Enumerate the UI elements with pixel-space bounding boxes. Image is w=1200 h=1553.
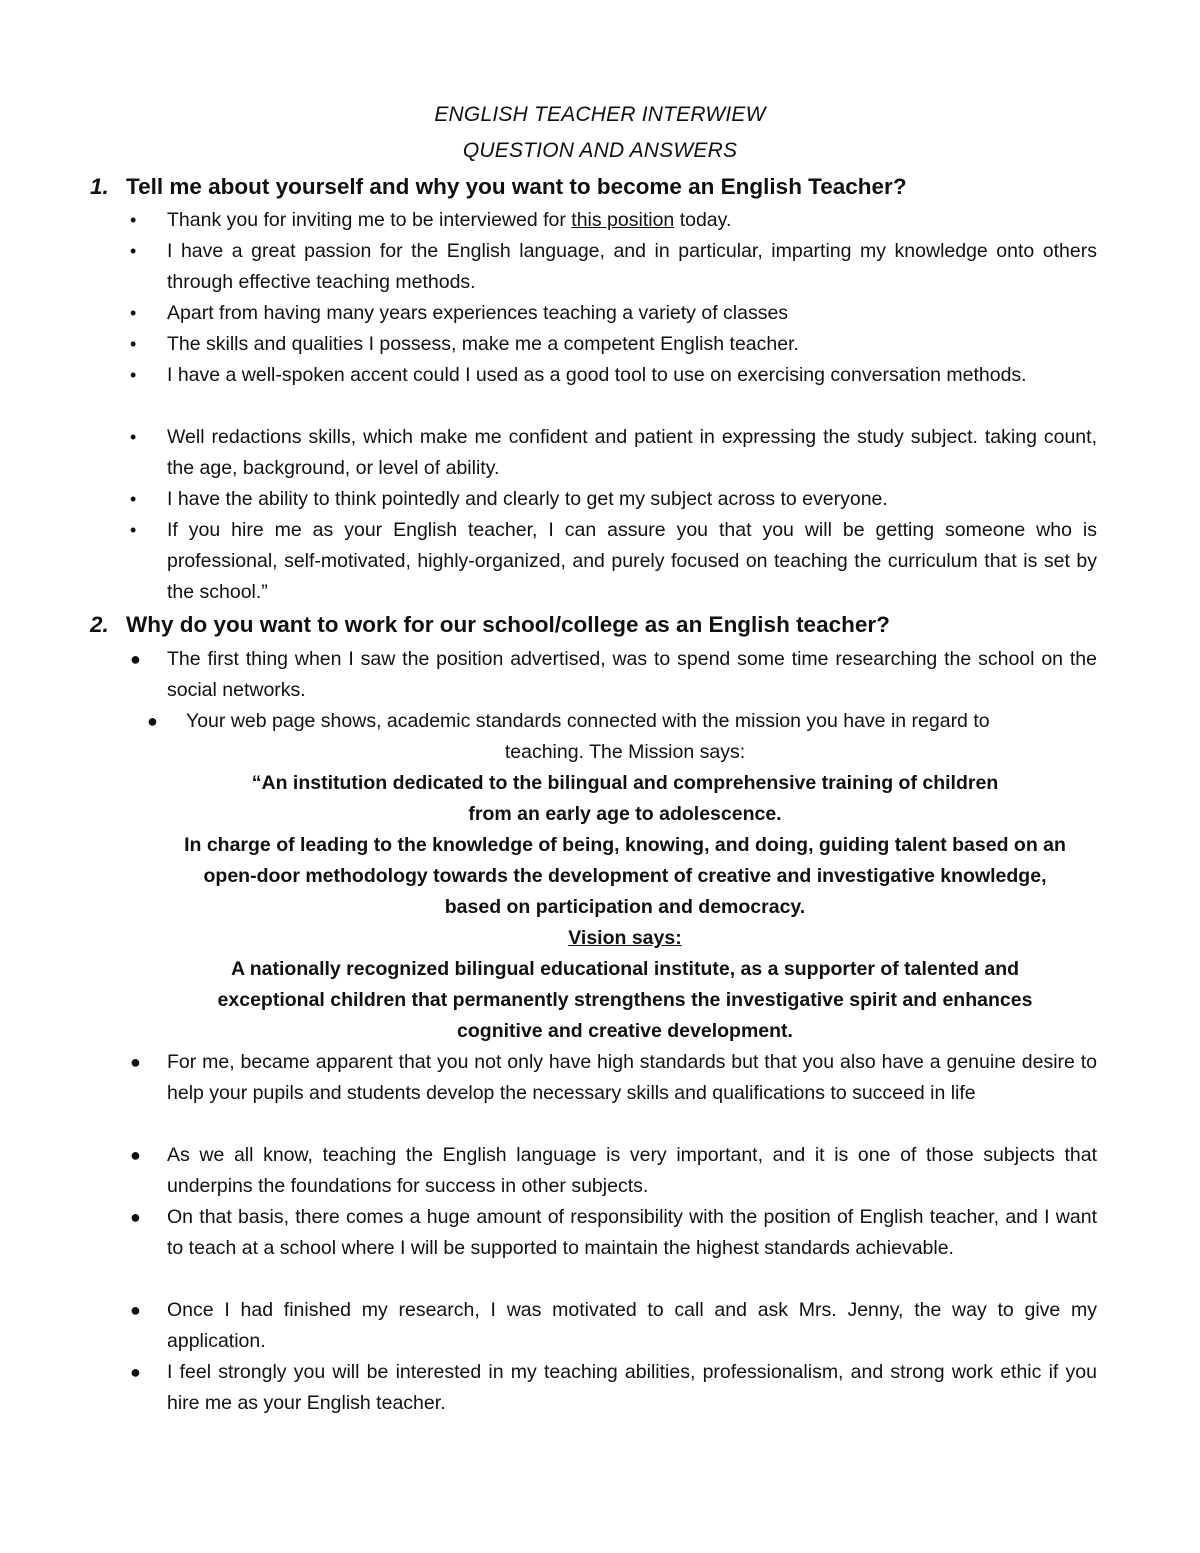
list-item: The skills and qualities I possess, make me a competent English teacher.: [167, 333, 799, 355]
list-item-text: today.: [674, 209, 732, 231]
round-bullet-icon: ●: [130, 1052, 141, 1072]
list-item: If you hire me as your English teacher, I can assure you that you will be getting someone who is professional, self-motivated, highly-organized, and purely focused on teaching the curriculum that is set by the school.”: [167, 519, 1097, 603]
question-1: [90, 174, 1130, 200]
small-bullet-icon: •: [130, 427, 137, 447]
list-item: I feel strongly you will be interested in my teaching abilities, professionalism, and strong work ethic if you hire me as your English teacher.: [167, 1361, 1097, 1414]
list-item: For me, became apparent that you not only have high standards but that you also have a genuine desire to help your pupils and students develop the necessary skills and qualifications to succeed in life: [167, 1051, 1097, 1104]
round-bullet-icon: ●: [147, 711, 158, 731]
round-bullet-icon: ●: [130, 649, 141, 669]
mission-text: based on participation and democracy.: [444, 896, 806, 918]
mission-text: “An institution dedicated to the bilingual and comprehensive training of children: [251, 772, 999, 794]
list-item-text: Thank you for inviting me to be interviewed for: [167, 209, 572, 231]
list-item: On that basis, there comes a huge amount of responsibility with the position of English teacher, and I want to teach at a school where I will be supported to maintain the highest standards achievable.: [167, 1206, 1097, 1259]
small-bullet-icon: •: [130, 303, 137, 323]
list-item: I have a great passion for the English language, and in particular, imparting my knowledge onto others through effective teaching methods.: [167, 240, 1097, 293]
question-number: 1.: [90, 174, 109, 199]
sub-list-item: Your web page shows, academic standards connected with the mission you have in regard to: [186, 710, 990, 732]
small-bullet-icon: •: [130, 365, 137, 385]
round-bullet-icon: ●: [130, 1362, 141, 1382]
small-bullet-icon: •: [130, 241, 137, 261]
list-item: Well redactions skills, which make me confident and patient in expressing the study subject. taking count, the age, background, or level of ability.: [167, 426, 1097, 479]
vision-text: A nationally recognized bilingual educational institute, as a supporter of talented and: [230, 958, 1020, 980]
small-bullet-icon: •: [130, 334, 137, 354]
mission-text: open-door methodology towards the development of creative and investigative knowledge,: [203, 865, 1047, 887]
mission-text: In charge of leading to the knowledge of being, knowing, and doing, guiding talent based on an: [184, 834, 1066, 856]
small-bullet-icon: •: [130, 520, 137, 540]
list-item: The first thing when I saw the position advertised, was to spend some time researching the school on the social networks.: [167, 648, 1097, 701]
document-subtitle: QUESTION AND ANSWERS: [462, 139, 738, 162]
small-bullet-icon: •: [130, 210, 137, 230]
question-number: 2.: [90, 612, 109, 637]
sub-list-item-continuation: teaching. The Mission says:: [504, 741, 746, 763]
list-item: Once I had finished my research, I was motivated to call and ask Mrs. Jenny, the way to give my application.: [167, 1299, 1097, 1352]
small-bullet-icon: •: [130, 489, 137, 509]
list-item: I have the ability to think pointedly and clearly to get my subject across to everyone.: [167, 488, 888, 510]
question-text: Why do you want to work for our school/college as an English teacher?: [126, 612, 890, 637]
list-item: I have a well-spoken accent could I used as a good tool to use on exercising conversation methods.: [167, 364, 1027, 386]
round-bullet-icon: ●: [130, 1300, 141, 1320]
round-bullet-icon: ●: [130, 1145, 141, 1165]
vision-heading: Vision says:: [568, 927, 682, 949]
position-link: this position: [571, 209, 675, 231]
list-item: [167, 205, 1097, 236]
list-item: As we all know, teaching the English language is very important, and it is one of those subjects that underpins the foundations for success in other subjects.: [167, 1144, 1097, 1197]
question-2: [90, 612, 1130, 638]
document-title: ENGLISH TEACHER INTERWIEW: [434, 103, 766, 126]
round-bullet-icon: ●: [130, 1207, 141, 1227]
list-item: Apart from having many years experiences teaching a variety of classes: [167, 302, 789, 324]
vision-text: exceptional children that permanently strengthens the investigative spirit and enhances: [217, 989, 1033, 1011]
mission-text: from an early age to adolescence.: [468, 803, 782, 825]
vision-text: cognitive and creative development.: [457, 1020, 793, 1042]
question-text: Tell me about yourself and why you want to become an English Teacher?: [126, 174, 907, 199]
